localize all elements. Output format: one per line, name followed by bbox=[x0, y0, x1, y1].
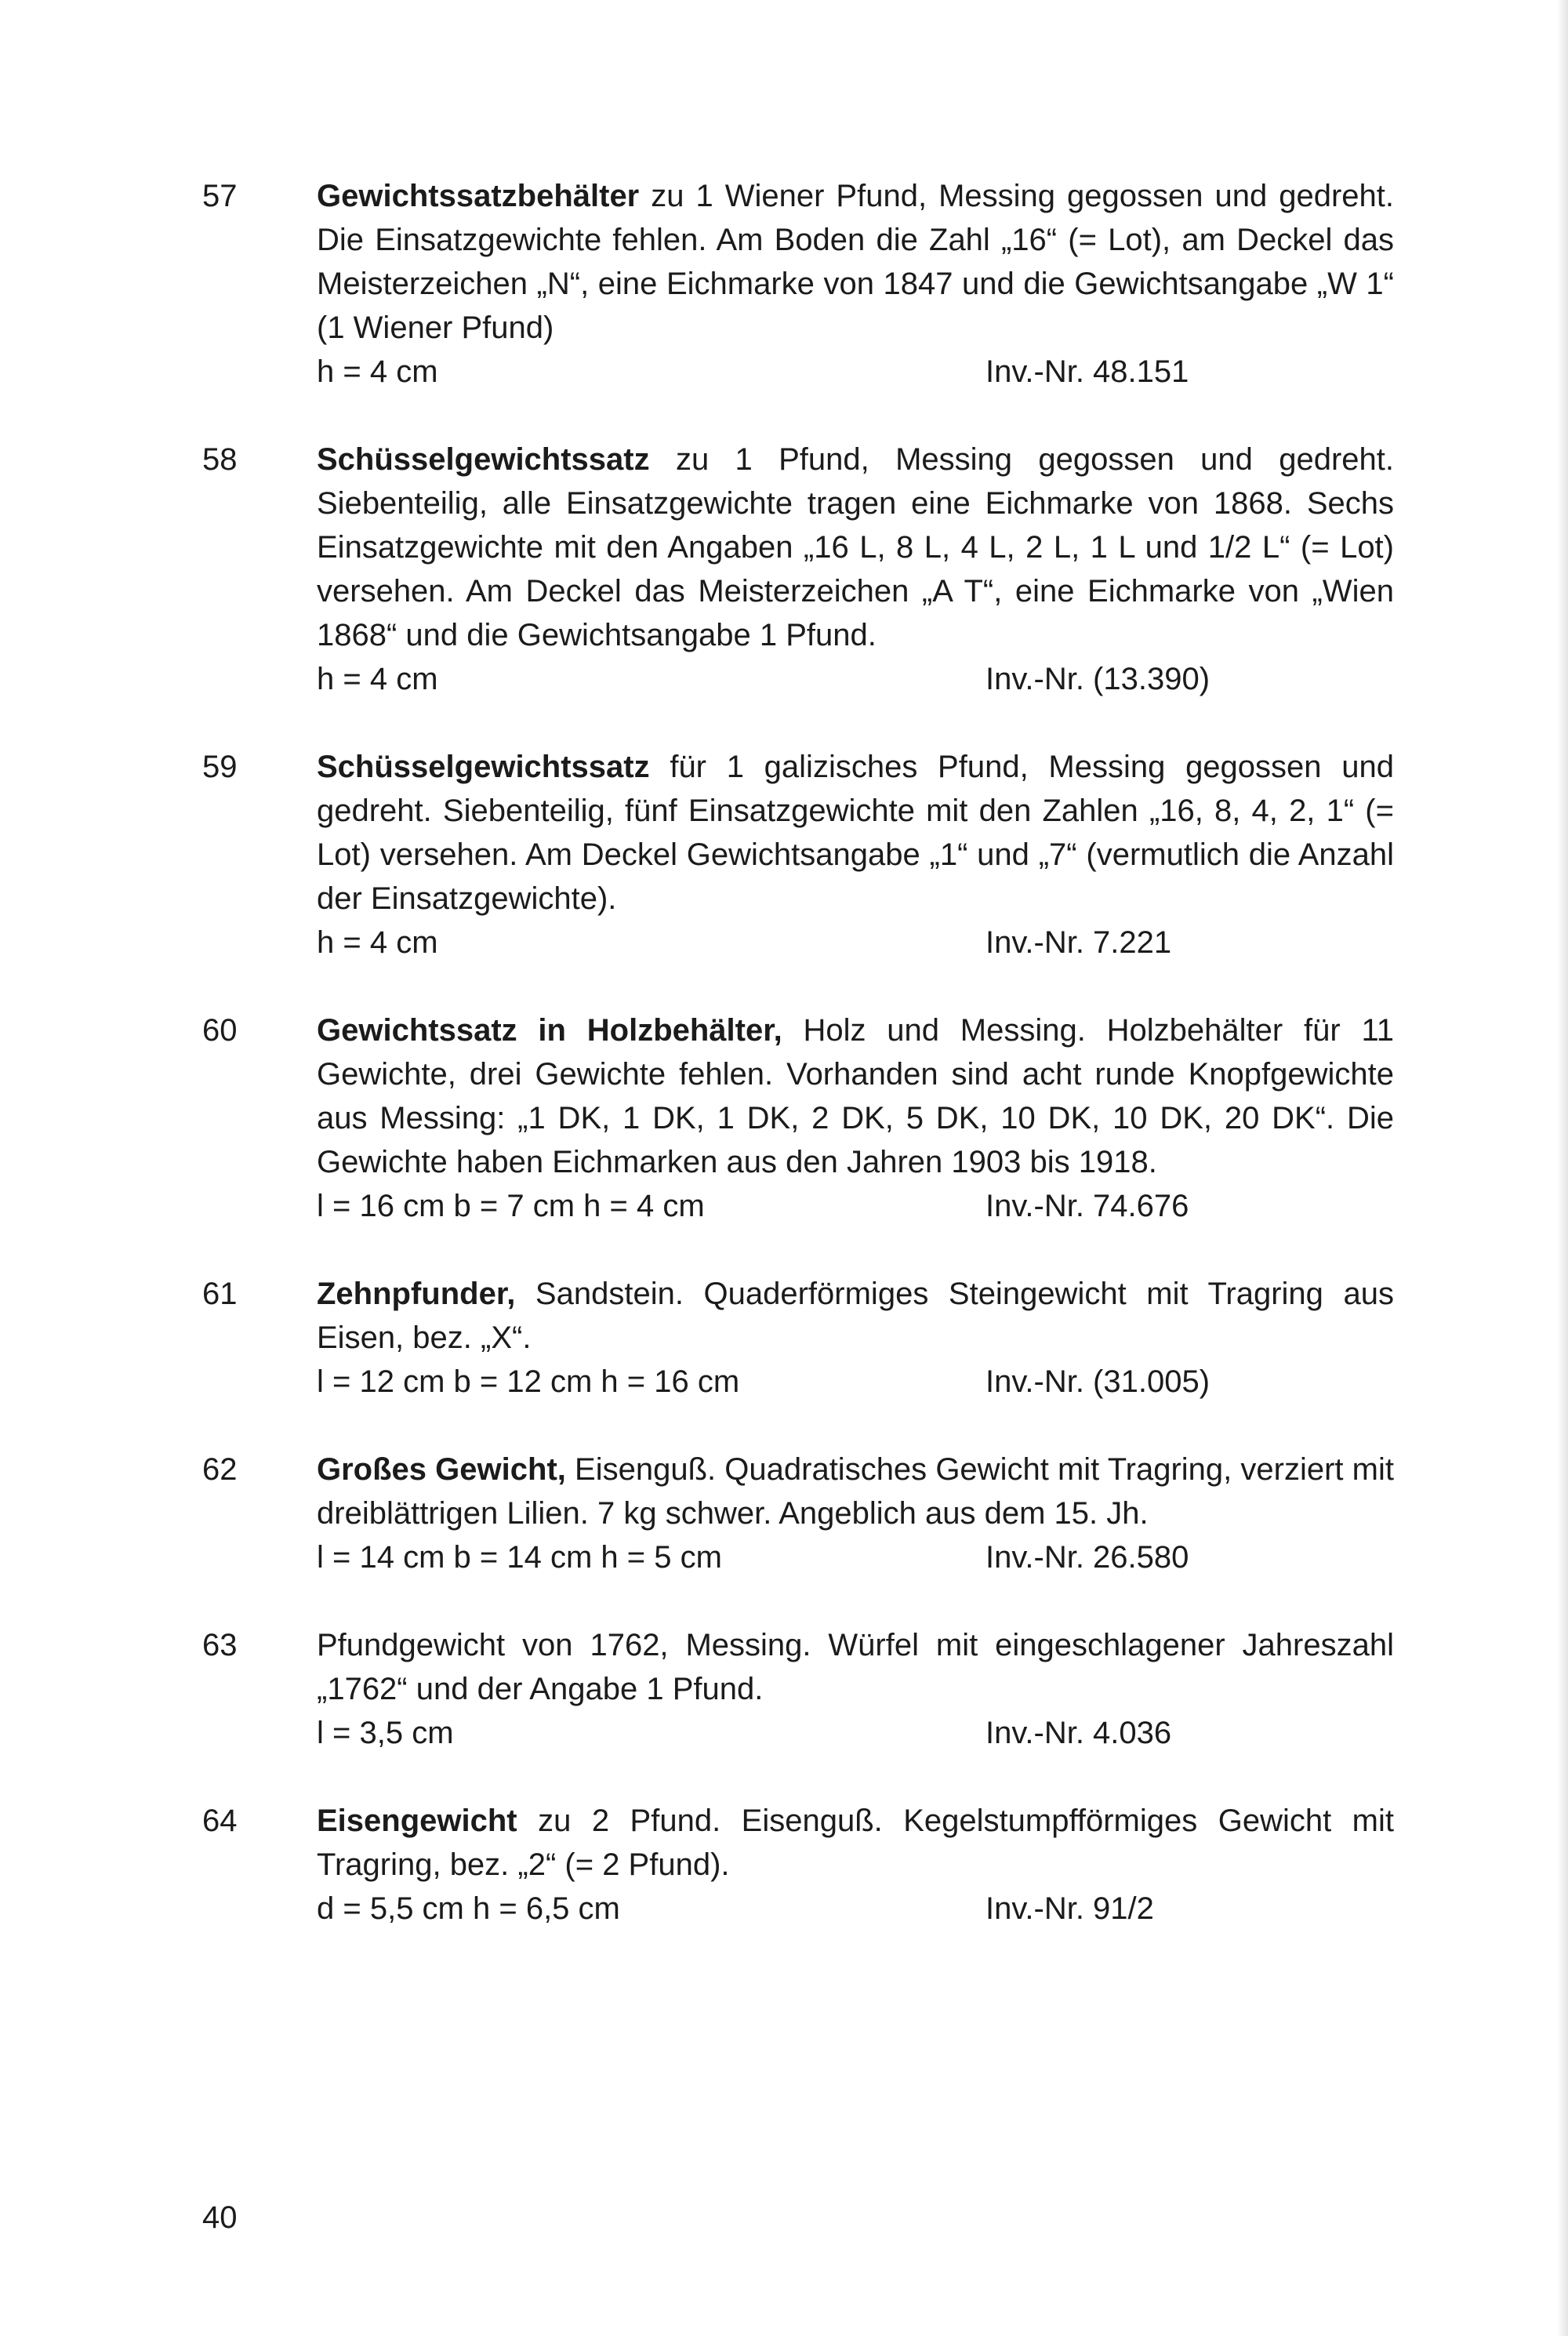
entry-measures: l = 12 cm b = 12 cm h = 16 cm bbox=[317, 1364, 740, 1399]
catalog-entry bbox=[202, 1008, 1394, 1228]
entry-text: Eisenguß. Quadratisches Gewicht mit Tragring, verziert mit dreiblättrigen Lilien. 7 kg schwer. Angeblich aus dem 15. Jh. bbox=[317, 1452, 1394, 1531]
entry-description bbox=[317, 1448, 1394, 1535]
entry-number: 58 bbox=[202, 442, 238, 477]
entry-text: für 1 galizisches Pfund, Messing gegossen und gedreht. Siebenteilig, fünf Einsatzgewichte mit den Zahlen „16, 8, 4, 2, 1“ (= Lot) versehen. Am Deckel Gewichtsangabe „1“ und „7“ (vermutlich die Anzahl der Einsatzgewichte). bbox=[317, 750, 1394, 916]
entry-body bbox=[317, 1799, 1394, 1931]
entry-description bbox=[317, 1799, 1394, 1887]
entry-number: 60 bbox=[202, 1013, 238, 1048]
entry-text: Holz und Messing. Holzbehälter für 11 Gewichte, drei Gewichte fehlen. Vorhanden sind acht runde Knopfgewichte aus Messing: „1 DK, 1 DK, 1 DK, 2 DK, 5 DK, 10 DK, 10 DK, 20 DK“. Die Gewichte haben Eichmarken aus den Jahren 1903 bis 1918. bbox=[317, 1013, 1394, 1179]
measure-line bbox=[317, 1887, 1394, 1931]
entry-text: zu 1 Wiener Pfund, Messing gegossen und gedreht. Die Einsatzgewichte fehlen. Am Boden die Zahl „16“ (= Lot), am Deckel das Meisterzeichen „N“, eine Eichmarke von 1847 und die Gewichtsangabe „W 1“ (1 Wiener Pfund) bbox=[317, 179, 1394, 345]
entry-title: Eisengewicht bbox=[317, 1804, 517, 1838]
entry-inventory-number: Inv.-Nr. 91/2 bbox=[985, 1891, 1154, 1926]
entry-body bbox=[317, 1448, 1394, 1579]
entry-body bbox=[317, 1623, 1394, 1755]
entry-text: Sandstein. Quaderförmiges Steingewicht mit Tragring aus Eisen, bez. „X“. bbox=[317, 1277, 1394, 1355]
measure-line bbox=[317, 657, 1394, 701]
entry-measures: l = 16 cm b = 7 cm h = 4 cm bbox=[317, 1189, 705, 1223]
entry-title: Zehnpfunder, bbox=[317, 1277, 516, 1311]
entry-inventory-number: Inv.-Nr. 74.676 bbox=[985, 1189, 1189, 1223]
catalog-entry bbox=[202, 1799, 1394, 1931]
measure-line bbox=[317, 1360, 1394, 1404]
measure-line bbox=[317, 1535, 1394, 1579]
entry-title: Gewichtssatzbehälter bbox=[317, 179, 640, 213]
entry-text: Pfundgewicht von 1762, Messing. Würfel mit eingeschlagener Jahreszahl „1762“ und der Angabe 1 Pfund. bbox=[317, 1628, 1394, 1706]
measure-line bbox=[317, 1711, 1394, 1755]
entry-measures: h = 4 cm bbox=[317, 925, 438, 960]
entry-title: Schüsselgewichtssatz bbox=[317, 750, 650, 784]
entry-body bbox=[317, 174, 1394, 394]
entry-measures: h = 4 cm bbox=[317, 354, 438, 389]
entry-number: 64 bbox=[202, 1804, 238, 1838]
entry-description bbox=[317, 174, 1394, 350]
catalog-entry bbox=[202, 1272, 1394, 1404]
entry-body bbox=[317, 1008, 1394, 1228]
measure-line bbox=[317, 921, 1394, 965]
entry-description bbox=[317, 1008, 1394, 1184]
entry-description bbox=[317, 438, 1394, 657]
entry-measures: l = 14 cm b = 14 cm h = 5 cm bbox=[317, 1540, 722, 1575]
entry-inventory-number: Inv.-Nr. (31.005) bbox=[985, 1364, 1210, 1399]
entry-number: 62 bbox=[202, 1452, 238, 1487]
catalog-entry bbox=[202, 1448, 1394, 1579]
entry-inventory-number: Inv.-Nr. (13.390) bbox=[985, 662, 1210, 696]
entry-inventory-number: Inv.-Nr. 7.221 bbox=[985, 925, 1172, 960]
catalog-entry bbox=[202, 174, 1394, 394]
entry-inventory-number: Inv.-Nr. 26.580 bbox=[985, 1540, 1189, 1575]
page-number: 40 bbox=[202, 2200, 238, 2235]
entry-number: 63 bbox=[202, 1628, 238, 1662]
entry-description bbox=[317, 745, 1394, 921]
catalog-entries bbox=[202, 174, 1394, 1975]
catalog-entry bbox=[202, 438, 1394, 701]
entry-number: 61 bbox=[202, 1277, 238, 1311]
catalog-entry bbox=[202, 1623, 1394, 1755]
entry-text: zu 1 Pfund, Messing gegossen und gedreht. Siebenteilig, alle Einsatzgewichte tragen eine Eichmarke von 1868. Sechs Einsatzgewichte mit den Angaben „16 L, 8 L, 4 L, 2 L, 1 L und 1/2 L“ (= Lot) versehen. Am Deckel das Meisterzeichen „A T“, eine Eichmarke von „Wien 1868“ und die Gewichtsangabe 1 Pfund. bbox=[317, 442, 1394, 652]
entry-description bbox=[317, 1272, 1394, 1360]
entry-inventory-number: Inv.-Nr. 48.151 bbox=[985, 354, 1189, 389]
entry-measures: h = 4 cm bbox=[317, 662, 438, 696]
entry-description bbox=[317, 1623, 1394, 1711]
entry-inventory-number: Inv.-Nr. 4.036 bbox=[985, 1716, 1172, 1750]
measure-line bbox=[317, 350, 1394, 394]
entry-text: zu 2 Pfund. Eisenguß. Kegelstumpfförmiges Gewicht mit Tragring, bez. „2“ (= 2 Pfund). bbox=[317, 1804, 1394, 1882]
entry-measures: d = 5,5 cm h = 6,5 cm bbox=[317, 1891, 620, 1926]
catalog-entry bbox=[202, 745, 1394, 965]
entry-measures: l = 3,5 cm bbox=[317, 1716, 454, 1750]
measure-line bbox=[317, 1184, 1394, 1228]
page-edge-shadow bbox=[1557, 0, 1568, 2336]
entry-title: Großes Gewicht, bbox=[317, 1452, 566, 1487]
entry-body bbox=[317, 745, 1394, 965]
entry-title: Schüsselgewichtssatz bbox=[317, 442, 650, 477]
entry-number: 59 bbox=[202, 750, 238, 784]
entry-body bbox=[317, 1272, 1394, 1404]
entry-title: Gewichtssatz in Holzbehälter, bbox=[317, 1013, 782, 1048]
entry-body bbox=[317, 438, 1394, 701]
entry-number: 57 bbox=[202, 179, 238, 213]
